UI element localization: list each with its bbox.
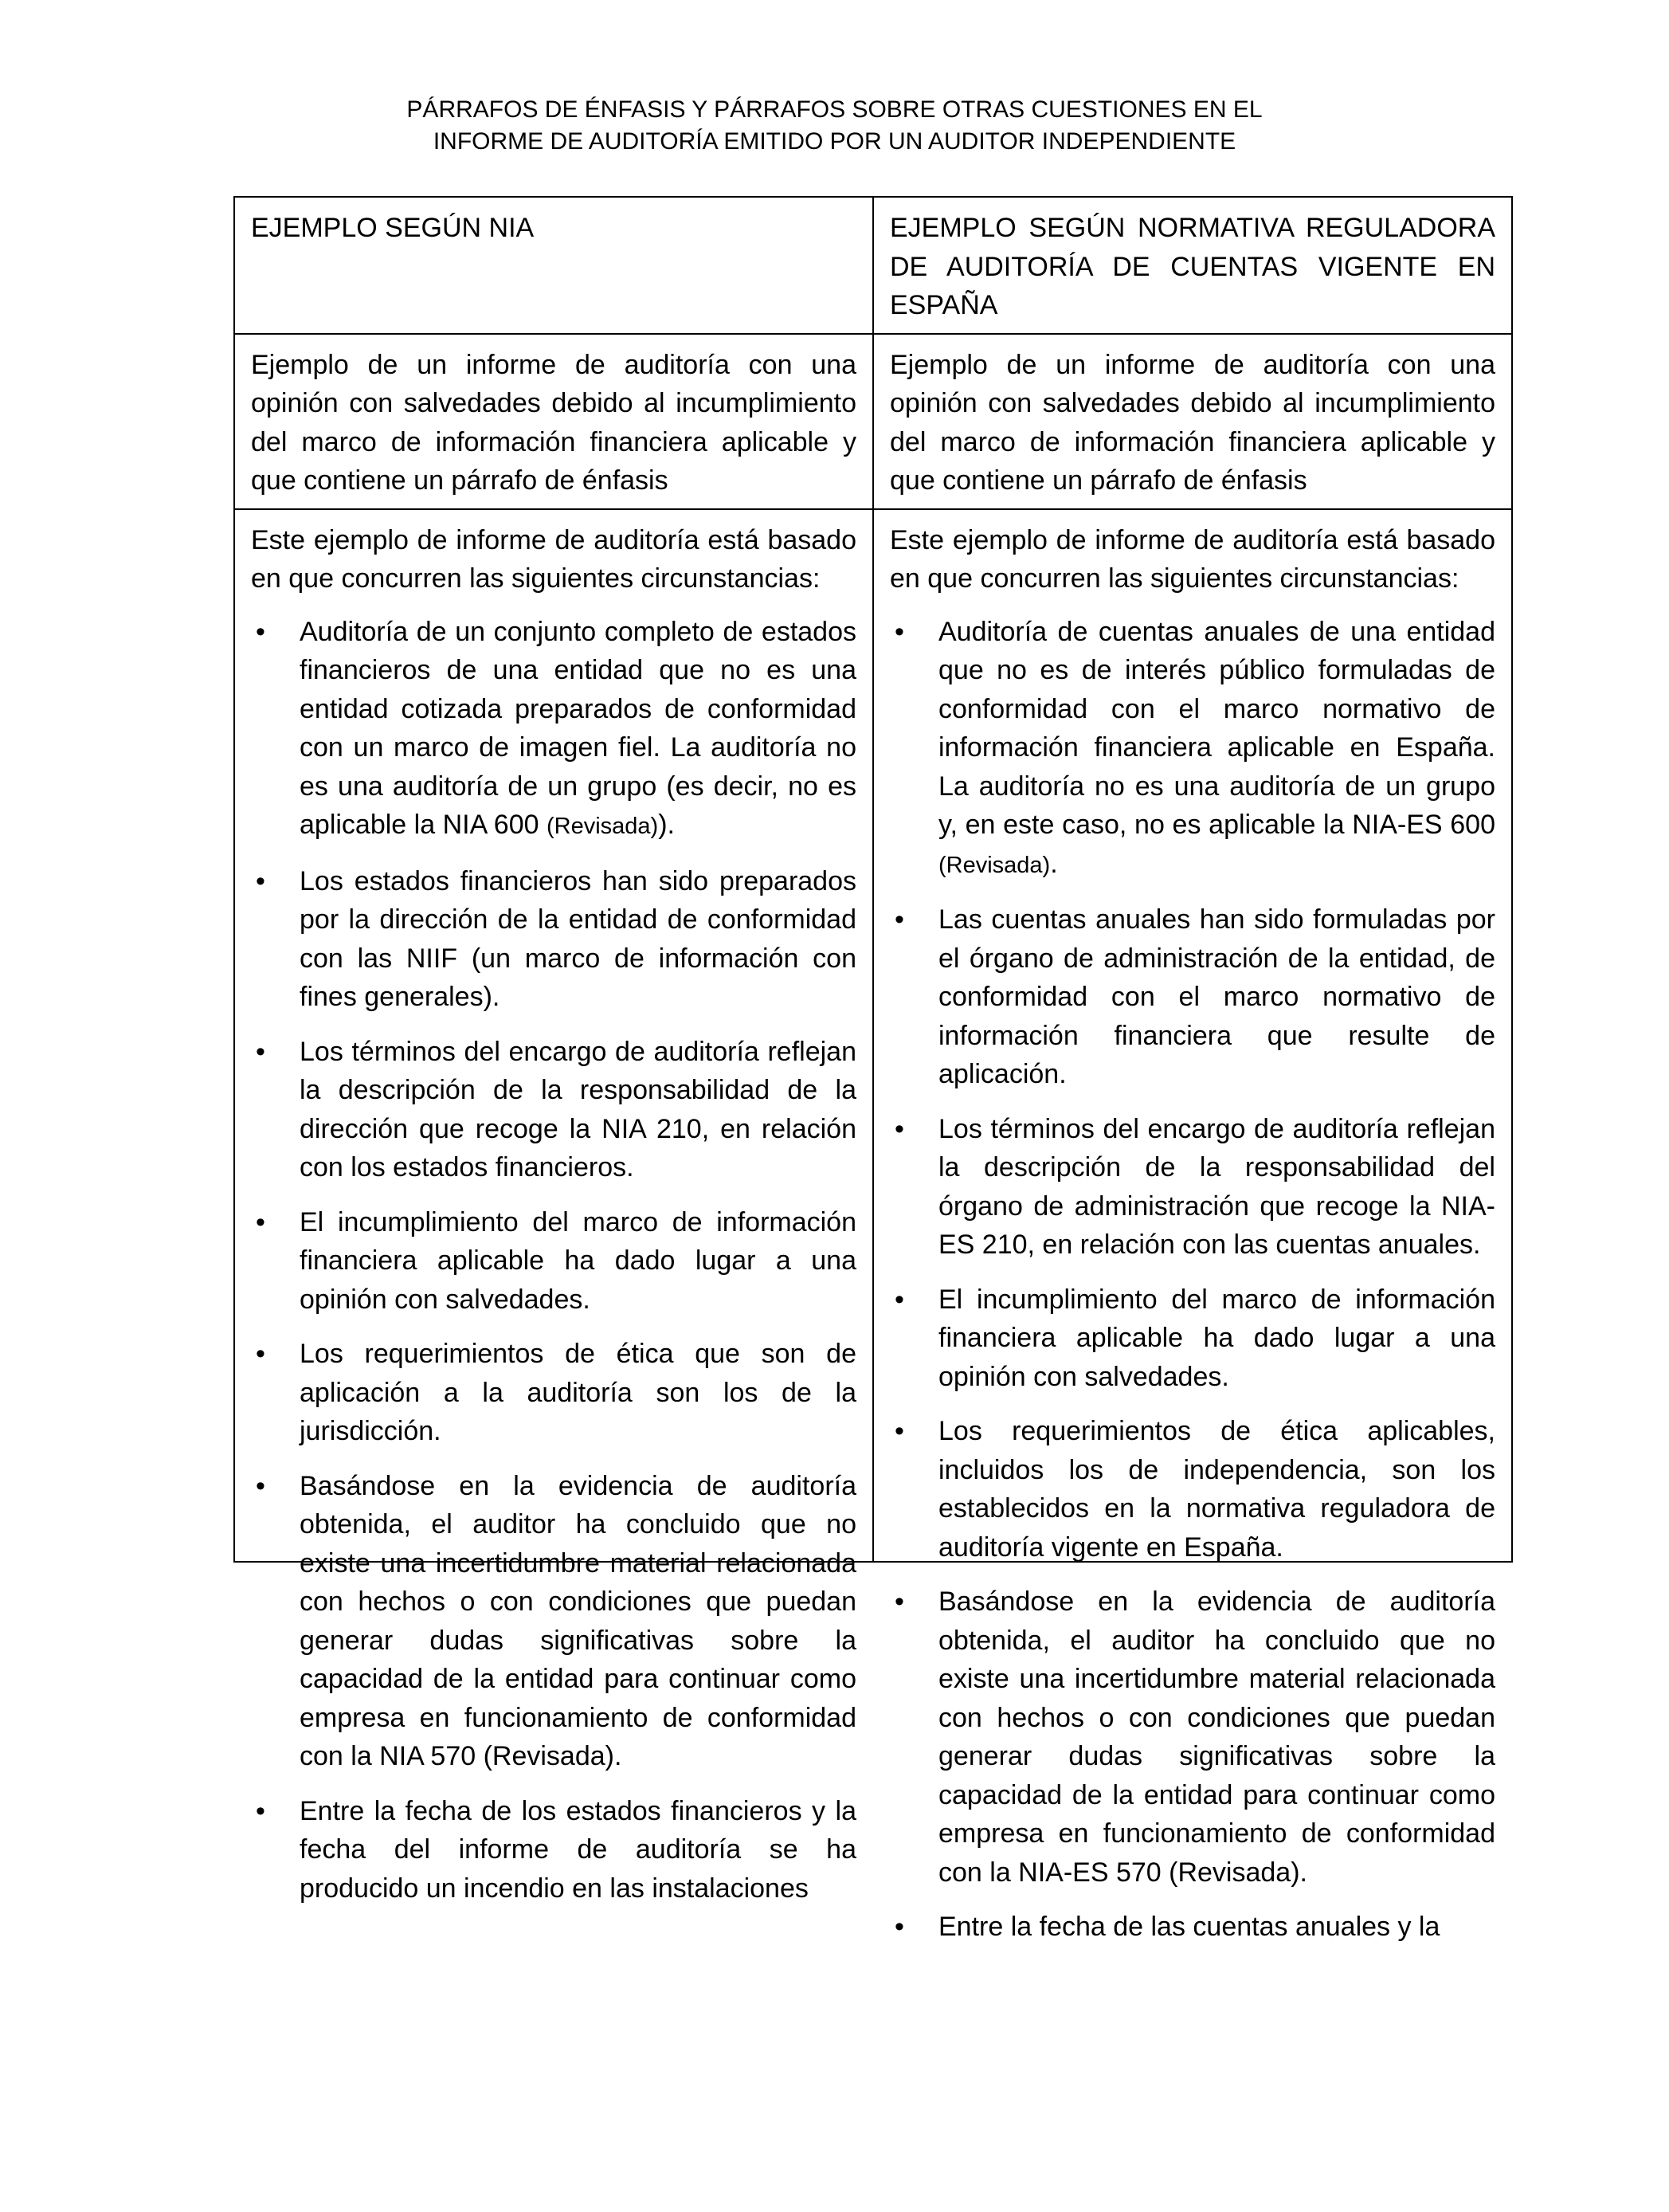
list-item xyxy=(251,613,856,846)
subtitle-cell-spain xyxy=(873,334,1512,509)
table-subtitle-row xyxy=(234,334,1512,509)
list-item xyxy=(890,613,1495,885)
list-item xyxy=(890,1908,1495,1947)
list-item xyxy=(251,1203,856,1320)
list-item-text: Entre la fecha de los estados financieros y la fecha del informe de auditoría se ha producido un incendio en las instalaciones xyxy=(300,1795,856,1904)
list-item-end-text: ). xyxy=(658,810,675,840)
bullet-icon: • xyxy=(256,616,265,647)
list-item xyxy=(890,900,1495,1094)
list-item-text: Los requerimientos de ética aplicables, incluidos los de independencia, son los establecidos en la normativa reguladora de auditoría vigente en España. xyxy=(938,1416,1495,1563)
bullet-icon: • xyxy=(256,1339,265,1369)
header-spain-label: EJEMPLO SEGÚN NORMATIVA REGULADORA DE AUDITORÍA DE CUENTAS VIGENTE EN ESPAÑA xyxy=(890,213,1495,320)
bullet-icon: • xyxy=(895,1416,904,1446)
list-item-text: Las cuentas anuales han sido formuladas por el órgano de administración de la entidad, de conformidad con el marco normativo de información financiera que resulte de aplicación. xyxy=(938,904,1495,1089)
list-item xyxy=(890,1110,1495,1265)
document-title-line-2: INFORME DE AUDITORÍA EMITIDO POR UN AUDITOR INDEPENDIENTE xyxy=(433,128,1236,155)
list-item-small-text: (Revisada) xyxy=(938,852,1051,878)
circumstances-list-spain xyxy=(890,613,1495,1947)
list-item xyxy=(251,1792,856,1908)
subtitle-spain-text: Ejemplo de un informe de auditoría con una opinión con salvedades debido al incumplimiento del marco de información financiera aplicable y que contiene un párrafo de énfasis xyxy=(890,349,1495,496)
list-item-text: Los términos del encargo de auditoría reflejan la descripción de la responsabilidad de la dirección que recoge la NIA 210, en relación con los estados financieros. xyxy=(300,1036,856,1182)
bullet-icon: • xyxy=(895,904,904,935)
list-item-text: Basándose en la evidencia de auditoría obtenida, el auditor ha concluido que no existe una incertidumbre material relacionada con hechos o con condiciones que puedan generar dudas significativas sobre la capacidad de la entidad para continuar como empresa en funcionamiento de conformidad con la NIA 570 (Revisada). xyxy=(300,1470,856,1771)
list-item xyxy=(251,1335,856,1451)
bullet-icon: • xyxy=(895,1284,904,1315)
list-item-end-text: . xyxy=(1050,848,1058,879)
bullet-icon: • xyxy=(895,1912,904,1942)
document-title-line-1: PÁRRAFOS DE ÉNFASIS Y PÁRRAFOS SOBRE OTRAS CUESTIONES EN EL xyxy=(406,96,1263,123)
bullet-icon: • xyxy=(895,1113,904,1144)
circumstances-list-nia xyxy=(251,613,856,1908)
bullet-icon: • xyxy=(256,1795,265,1826)
bullet-icon: • xyxy=(256,865,265,896)
bullet-icon: • xyxy=(256,1206,265,1237)
list-item-text: Los requerimientos de ética que son de aplicación a la auditoría son los de la jurisdicción. xyxy=(300,1339,856,1446)
list-item xyxy=(251,862,856,1017)
list-item-text: El incumplimiento del marco de información financiera aplicable ha dado lugar a una opinión con salvedades. xyxy=(938,1284,1495,1392)
header-cell-spain xyxy=(873,197,1512,334)
body-cell-nia xyxy=(234,509,873,1904)
list-item xyxy=(890,1281,1495,1397)
bullet-icon: • xyxy=(895,1586,904,1617)
subtitle-nia-text: Ejemplo de un informe de auditoría con una opinión con salvedades debido al incumplimiento del marco de información financiera aplicable y que contiene un párrafo de énfasis xyxy=(251,349,856,496)
list-item-text: Auditoría de cuentas anuales de una entidad que no es de interés público formuladas de conformidad con el marco normativo de información financiera aplicable en España. La auditoría no es una auditoría de un grupo y, en este caso, no es aplicable la NIA-ES 600 xyxy=(938,616,1495,840)
document-title xyxy=(0,94,1669,158)
table-header-row xyxy=(234,197,1512,334)
body-cell-spain xyxy=(873,509,1512,1942)
list-item-text: Auditoría de un conjunto completo de estados financieros de una entidad que no es una entidad cotizada preparados de conformidad con un marco de imagen fiel. La auditoría no es una auditoría de un grupo (es decir, no es aplicable la NIA 600 xyxy=(300,616,856,840)
list-item-text: Los términos del encargo de auditoría reflejan la descripción de la responsabilidad del órgano de administración que recoge la NIA-ES 210, en relación con las cuentas anuales. xyxy=(938,1113,1495,1260)
bullet-icon: • xyxy=(256,1036,265,1067)
list-item-text: Los estados financieros han sido preparados por la dirección de la entidad de conformidad con las NIIF (un marco de información con fines generales). xyxy=(300,865,856,1012)
comparison-table xyxy=(233,196,1513,1942)
list-item xyxy=(251,1467,856,1776)
list-item-text: El incumplimiento del marco de información financiera aplicable ha dado lugar a una opinión con salvedades. xyxy=(300,1206,856,1315)
list-item-text: Entre la fecha de las cuentas anuales y la xyxy=(938,1912,1440,1942)
table-body-row xyxy=(234,509,1512,1562)
header-cell-nia xyxy=(234,197,873,334)
list-item-small-text: (Revisada) xyxy=(547,814,659,839)
list-item xyxy=(251,1033,856,1187)
intro-spain-text: Este ejemplo de informe de auditoría está basado en que concurren las siguientes circunstancias: xyxy=(890,524,1495,594)
header-nia-label: EJEMPLO SEGÚN NIA xyxy=(251,213,535,243)
list-item xyxy=(890,1583,1495,1892)
subtitle-cell-nia xyxy=(234,334,873,509)
bullet-icon: • xyxy=(256,1470,265,1501)
bullet-icon: • xyxy=(895,616,904,647)
list-item xyxy=(890,1412,1495,1567)
intro-nia-text: Este ejemplo de informe de auditoría está basado en que concurren las siguientes circunstancias: xyxy=(251,524,856,594)
list-item-text: Basándose en la evidencia de auditoría obtenida, el auditor ha concluido que no existe una incertidumbre material relacionada con hechos o con condiciones que puedan generar dudas significativas sobre la capacidad de la entidad para continuar como empresa en funcionamiento de conformidad con la NIA-ES 570 (Revisada). xyxy=(938,1586,1495,1888)
